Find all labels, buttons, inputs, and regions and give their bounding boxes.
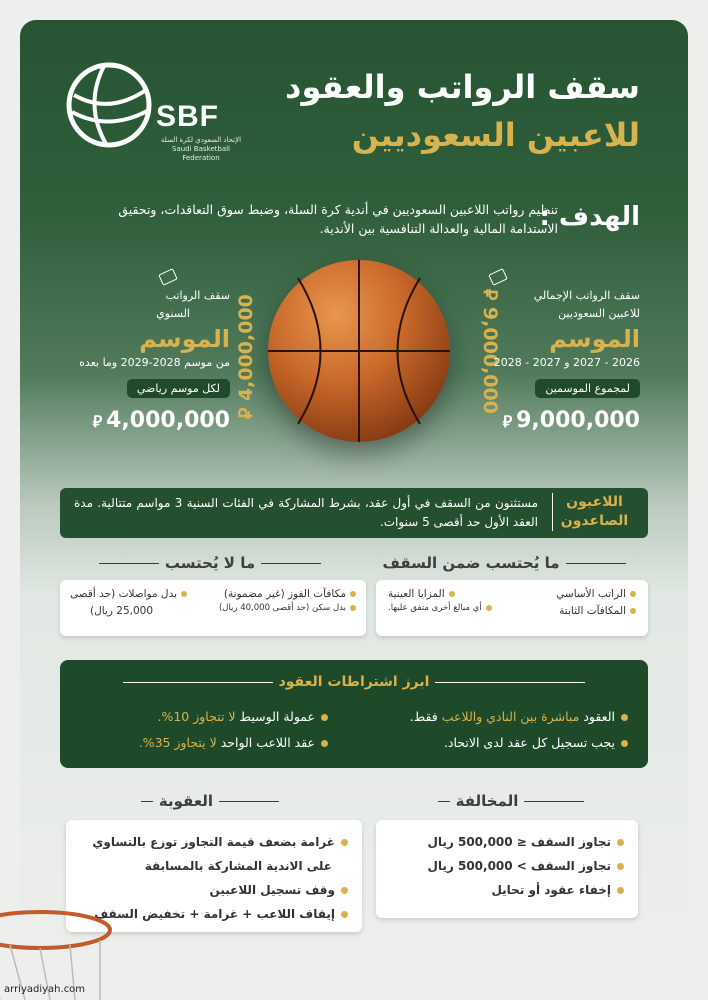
violation-item: تجاوز السقف ≤ 500,000 ريال	[390, 830, 624, 854]
money-icon	[60, 268, 230, 287]
total-seasons: 2026 - 2027 و 2027 - 2028	[493, 356, 640, 369]
total-cap-line2: للاعبين السعوديين	[558, 307, 640, 320]
riyal-icon: ⃁	[479, 288, 501, 300]
watermark: arriyadiyah.com	[4, 984, 86, 995]
total-season: الموسم	[549, 325, 640, 353]
penalty-item: إيقاف اللاعب + غرامة + تخفيض السقف	[80, 902, 348, 926]
riyal-icon: ⃁	[502, 412, 513, 431]
annual-amount	[60, 408, 230, 433]
condition-item: العقود مباشرة بين النادي واللاعب فقط.	[410, 708, 628, 726]
total-cap-section	[470, 268, 640, 433]
condition-item: عقد اللاعب الواحد لا يتجاوز 35%.	[139, 734, 328, 752]
total-amount-value: 9,000,000	[516, 408, 640, 433]
money-icon	[470, 268, 640, 287]
annual-seasons: من موسم 2028-2029 وما بعده	[79, 356, 230, 369]
total-side-amount-value: 9,000,000	[479, 306, 501, 414]
counted-title: ما يُحتسب ضمن السقف	[366, 554, 648, 590]
conditions-box	[60, 660, 648, 768]
counted-card	[376, 580, 648, 636]
goal-label: الهدف :	[539, 202, 640, 232]
logo-subtitle	[156, 136, 246, 163]
goal-text: تنظيم رواتب اللاعبين السعوديين في أندية كرة السلة، وضبط سوق التعاقدات، وتحقيق الاستدامة المالية والعدالة التنافسية بين الأندية.	[118, 202, 558, 236]
ball-seams-icon	[268, 260, 450, 442]
not-counted-item: 25,000 ريال)	[90, 605, 154, 617]
not-counted-item: مكافآت الفوز (غير مضمونة)	[224, 586, 356, 603]
penalty-title: العقوبة	[60, 792, 360, 810]
riyal-icon: ⃁	[235, 408, 257, 420]
annual-side-amount-value: 4,000,000	[235, 294, 257, 402]
logo-subtitle-en: Saudi Basketball Federation	[172, 145, 230, 162]
not-counted-card	[60, 580, 366, 636]
violation-item: إخفاء عقود أو تحايل	[390, 878, 624, 902]
annual-season: الموسم	[139, 325, 230, 353]
not-counted-title: ما لا يُحتسب	[60, 554, 360, 572]
logo-abbr: SBF	[156, 100, 219, 133]
riyal-icon: ⃁	[92, 412, 103, 431]
counted-item: الراتب الأساسي	[556, 586, 636, 603]
penalty-item: غرامة بضعف قيمة التجاوز توزع بالتساوي	[80, 830, 348, 854]
logo-subtitle-ar: الإتحاد السعودي لكرة السلة	[160, 136, 242, 144]
conditions-title: ابرز اشتراطات العقود	[60, 674, 648, 690]
counted-item: أي مبالغ أخرى متفق عليها.	[388, 603, 492, 620]
basketball-image	[268, 260, 450, 442]
total-amount	[470, 408, 640, 433]
rising-players-bar	[60, 488, 648, 538]
annual-cap-line1: سقف الرواتب	[165, 289, 230, 302]
not-counted-item: بدل سكن (حد أقصى 40,000 ريال)	[219, 603, 356, 620]
violation-item: تجاوز السقف > 500,000 ريال	[390, 854, 624, 878]
violation-title: المخالفة	[374, 792, 648, 810]
poster	[20, 20, 688, 950]
annual-pill: لكل موسم رياضي	[127, 379, 230, 398]
total-cap-line1: سقف الرواتب الإجمالي	[533, 289, 640, 302]
sbf-logo	[64, 60, 254, 160]
violation-card	[376, 820, 638, 918]
basketball-logo-icon	[64, 60, 154, 150]
annual-side-amount	[234, 282, 294, 432]
counted-item: المزايا العينية	[388, 586, 455, 603]
rising-label: اللاعبون الصاعدون	[552, 493, 636, 531]
not-counted-item: بدل مواصلات (حد أقصى	[70, 586, 187, 603]
title-line2: للاعبين السعوديين	[351, 116, 640, 154]
total-pill: لمجموع الموسمين	[535, 379, 640, 398]
penalty-item: وقف تسجيل اللاعبين	[80, 878, 348, 902]
annual-amount-value: 4,000,000	[106, 408, 230, 433]
condition-item: يجب تسجيل كل عقد لدى الاتحاد.	[444, 734, 628, 752]
penalty-item: على الاندية المشاركة بالمسابقة	[144, 859, 332, 873]
annual-cap-section	[60, 268, 230, 433]
counted-item: المكافآت الثابتة	[559, 603, 636, 620]
annual-cap-line2: السنوي	[156, 307, 190, 320]
title-line1: سقف الرواتب والعقود	[285, 68, 640, 106]
condition-item: عمولة الوسيط لا تتجاوز 10%.	[158, 708, 329, 726]
rising-text: مستثنون من السقف في أول عقد، بشرط المشاركة في الفئات السنية 3 مواسم متتالية. مدة العقد الأول حد أقصى 5 سنوات.	[74, 496, 538, 529]
